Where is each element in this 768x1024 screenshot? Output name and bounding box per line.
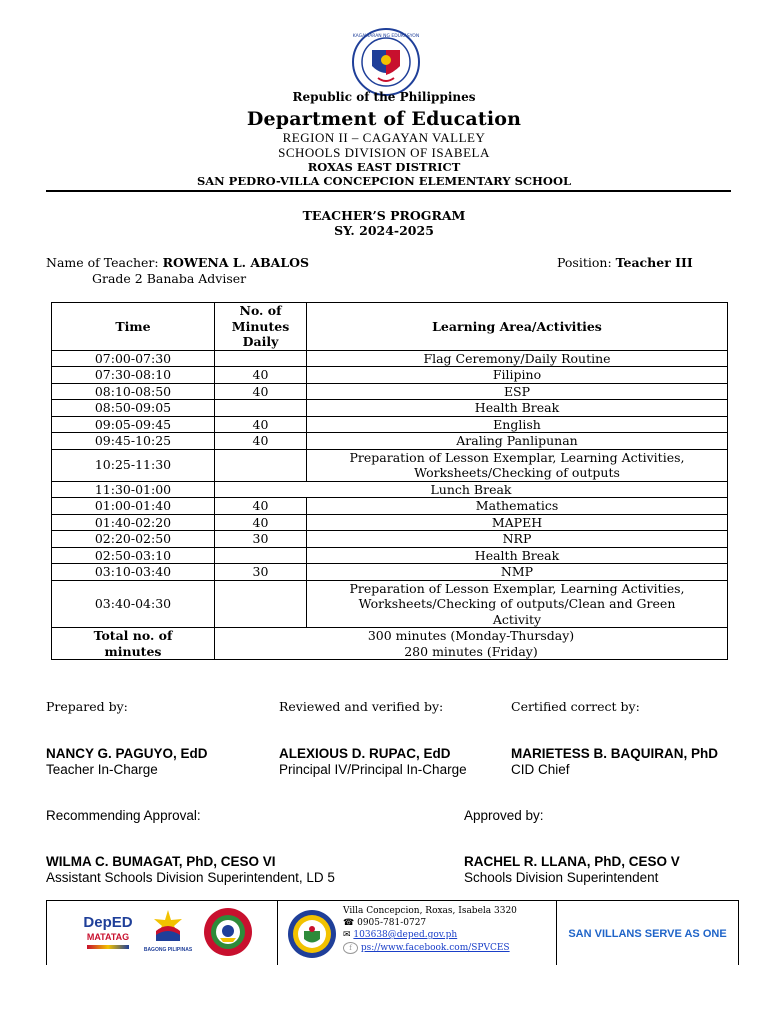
phone-number: 0905-781-0727 <box>357 918 427 928</box>
prepared-name: NANCY G. PAGUYO, EdD <box>46 746 208 761</box>
header-divider <box>46 190 731 192</box>
approved-label: Approved by: <box>464 808 544 823</box>
table-row: 08:10-08:50 40 ESP <box>52 383 728 400</box>
recommending-title: Assistant Schools Division Superintendent, LD 5 <box>46 870 335 885</box>
position-value: Teacher III <box>615 255 693 270</box>
teacher-line <box>46 255 309 270</box>
program-table <box>51 302 728 660</box>
school-address: Villa Concepcion, Roxas, Isabela 3320 <box>343 906 517 916</box>
facebook-line[interactable] <box>343 942 510 954</box>
table-row: 03:40-04:30 Preparation of Lesson Exemplar, Learning Activities, Worksheets/Checking of outputs/Clean and Green Activity <box>52 580 728 628</box>
deped-matatag-logo: DepED MATATAG <box>81 915 135 949</box>
deped-seal-logo <box>352 28 420 96</box>
table-row: 10:25-11:30 Preparation of Lesson Exemplar, Learning Activities, Worksheets/Checking of outputs <box>52 449 728 481</box>
prepared-label: Prepared by: <box>46 699 128 714</box>
table-row: 09:05-09:45 40 English <box>52 416 728 433</box>
table-row: 11:30-01:00 Lunch Break <box>52 481 728 498</box>
school-year: SY. 2024-2025 <box>334 223 434 238</box>
svg-text:KAGAWARAN NG EDUKASYON: KAGAWARAN NG EDUKASYON <box>352 34 420 39</box>
teacher-name: ROWENA L. ABALOS <box>162 255 310 270</box>
reviewed-name: ALEXIOUS D. RUPAC, EdD <box>279 746 451 761</box>
department-name: Department of Education <box>246 108 522 130</box>
school-name: SAN PEDRO-VILLA CONCEPCION ELEMENTARY SCHOOL <box>196 174 572 188</box>
republic-line: Republic of the Philippines <box>292 90 476 104</box>
bagong-pilipinas-logo: BAGONG PILIPINAS <box>143 907 193 953</box>
email-icon: ✉ <box>343 930 351 940</box>
approved-title: Schools Division Superintendent <box>464 870 659 885</box>
adviser-line: Grade 2 Banaba Adviser <box>92 271 247 286</box>
facebook-icon: f <box>343 942 358 954</box>
header-time: Time <box>52 303 215 351</box>
position-label: Position: <box>557 255 612 270</box>
district-line: ROXAS EAST DISTRICT <box>307 160 461 174</box>
table-row: 02:50-03:10 Health Break <box>52 547 728 564</box>
approved-name: RACHEL R. LLANA, PhD, CESO V <box>464 854 680 869</box>
header-minutes: No. of Minutes Daily <box>215 303 307 351</box>
table-total-row: Total no. of minutes 300 minutes (Monday-Thursday) 280 minutes (Friday) <box>52 628 728 660</box>
school-motto: SAN VILLANS SERVE AS ONE <box>568 928 727 940</box>
certified-name: MARIETESS B. BAQUIRAN, PhD <box>511 746 719 761</box>
certified-label: Certified correct by: <box>511 699 640 714</box>
footer-box <box>46 900 739 965</box>
facebook-link[interactable]: ps://www.facebook.com/SPVCES <box>360 943 510 953</box>
table-row: 07:30-08:10 40 Filipino <box>52 367 728 384</box>
sun-flag-icon <box>150 907 186 943</box>
table-row: 08:50-09:05 Health Break <box>52 400 728 417</box>
email-line[interactable] <box>343 930 457 940</box>
certified-title: CID Chief <box>511 762 570 777</box>
table-row: 07:00-07:30 Flag Ceremony/Daily Routine <box>52 350 728 367</box>
position-line <box>557 255 693 270</box>
table-row: 01:40-02:20 40 MAPEH <box>52 514 728 531</box>
recommending-label: Recommending Approval: <box>46 808 201 823</box>
division-line: SCHOOLS DIVISION OF ISABELA <box>278 145 490 160</box>
region-line: REGION II – CAGAYAN VALLEY <box>282 130 486 145</box>
recommending-name: WILMA C. BUMAGAT, PhD, CESO VI <box>46 854 276 869</box>
teacher-label: Name of Teacher: <box>46 255 159 270</box>
email-link[interactable]: 103638@deped.gov.ph <box>353 930 458 940</box>
table-row: 02:20-02:50 30 NRP <box>52 531 728 548</box>
roxas-east-district-logo <box>203 907 253 957</box>
phone-icon: ☎ <box>343 918 355 928</box>
table-row: 09:45-10:25 40 Araling Panlipunan <box>52 433 728 450</box>
table-row: 03:10-03:40 30 NMP <box>52 564 728 581</box>
school-seal-logo <box>287 909 337 959</box>
reviewed-label: Reviewed and verified by: <box>279 699 444 714</box>
document-title: TEACHER’S PROGRAM <box>302 208 466 223</box>
table-row: 01:00-01:40 40 Mathematics <box>52 498 728 515</box>
reviewed-title: Principal IV/Principal In-Charge <box>279 762 467 777</box>
prepared-title: Teacher In-Charge <box>46 762 158 777</box>
phone-line <box>343 918 426 928</box>
table-header-row <box>52 303 728 351</box>
header-activity: Learning Area/Activities <box>307 303 728 351</box>
